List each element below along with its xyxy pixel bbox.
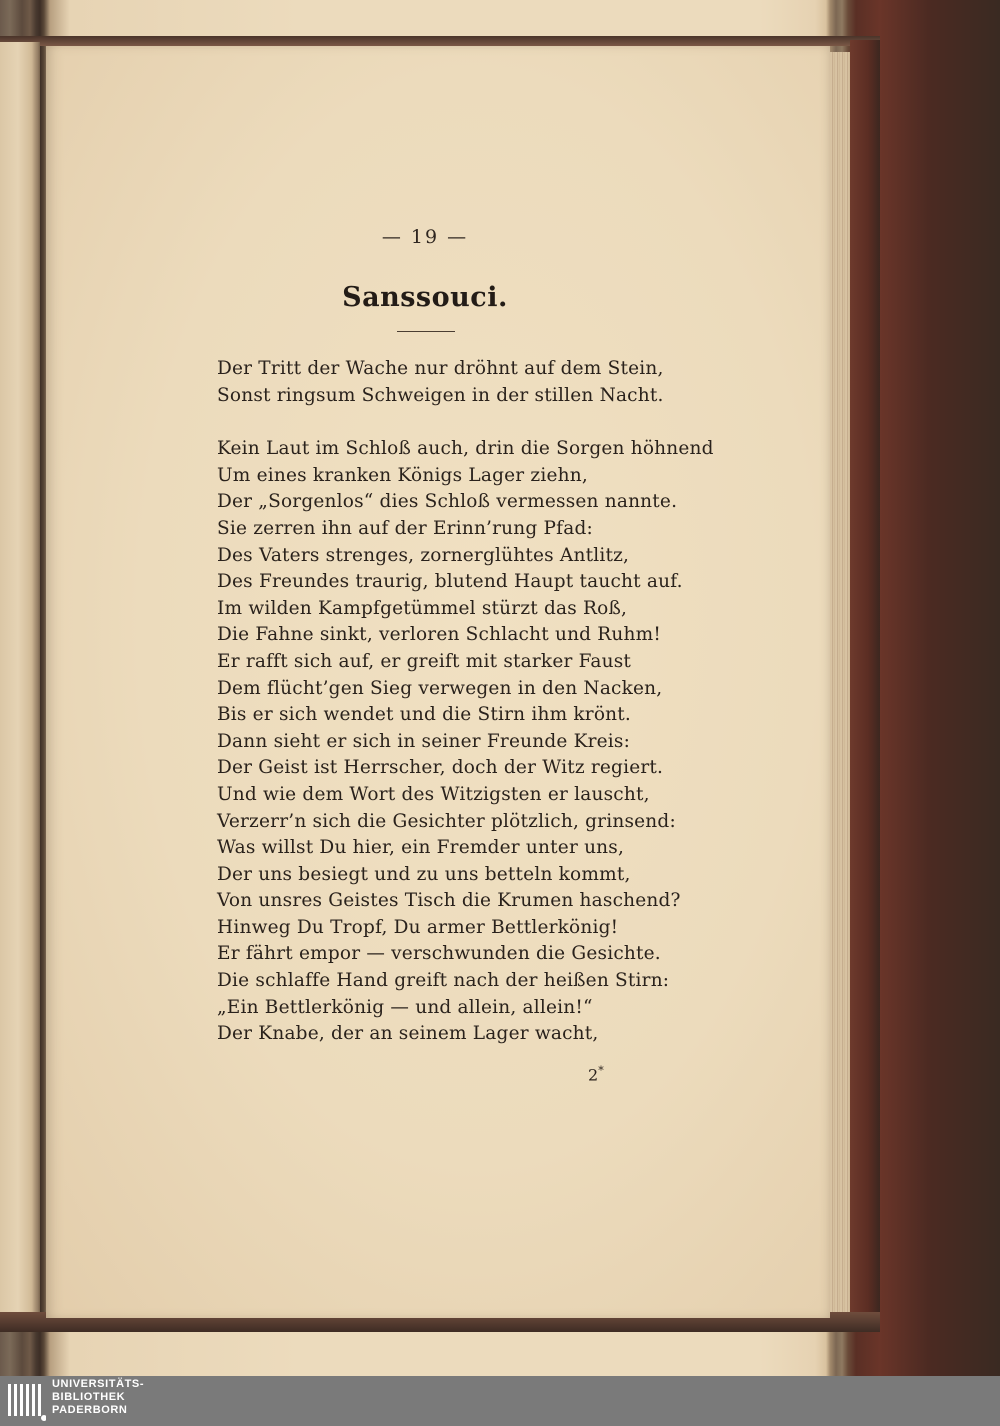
poem-text [217,356,714,1048]
book-cover-right [850,40,880,1330]
stanza-break [217,409,687,436]
poem-line: Die Fahne sinkt, verloren Schlacht und Ruhm! [217,624,662,646]
poem-line: Des Vaters strenges, zornerglühtes Antlitz, [217,544,630,566]
library-logo-icon [6,1380,46,1422]
library-logo-text [52,1378,144,1417]
poem-line: Sie zerren ihn auf der Erinn’rung Pfad: [217,517,593,539]
poem-line: Der uns besiegt und zu uns betteln kommt, [217,863,631,885]
poem-line: Im wilden Kampfgetümmel stürzt das Roß, [217,597,628,619]
signature-number: 2 [588,1065,599,1085]
poem-line: Bis er sich wendet und die Stirn ihm krönt. [217,704,632,726]
poem-line: Der Knabe, der an seinem Lager wacht, [217,1023,599,1045]
page-edges [828,52,850,1312]
logo-line-3: PADERBORN [52,1404,128,1416]
poem-title: Sanssouci. [342,282,508,313]
book-cover-top [0,36,880,46]
poem-line: Er rafft sich auf, er greift mit starker Faust [217,650,632,672]
poem-line: Der Tritt der Wache nur dröhnt auf dem Stein, [217,358,664,379]
title-divider [397,331,455,332]
poem-line: Was willst Du hier, ein Fremder unter uns, [217,837,625,859]
poem-line: Um eines kranken Königs Lager ziehn, [217,464,588,486]
poem-line: Der „Sorgenlos“ dies Schloß vermessen nannte. [217,491,678,513]
poem-line: Die schlaffe Hand greift nach der heißen Stirn: [217,970,670,992]
poem-line: Dann sieht er sich in seiner Freunde Kreis: [217,730,631,752]
poem-line: Von unsres Geistes Tisch die Krumen haschend? [217,890,681,912]
poem-line: Des Freundes traurig, blutend Haupt taucht auf. [217,571,683,593]
left-page-edge [0,42,40,1312]
signature-mark [588,1064,604,1084]
poem-line: Der Geist ist Herrscher, doch der Witz regiert. [217,757,664,779]
poem-line: Er fährt empor — verschwunden die Gesichte. [217,943,661,965]
signature-asterisk: * [598,1064,604,1077]
logo-line-1: UNIVERSITÄTS- [52,1378,145,1390]
poem-line: Hinweg Du Tropf, Du armer Bettlerkönig! [217,916,619,938]
logo-line-2: BIBLIOTHEK [52,1391,126,1403]
poem-line: Kein Laut im Schloß auch, drin die Sorgen höhnend [217,438,714,460]
poem-line: Und wie dem Wort des Witzigsten er lauscht, [217,783,650,805]
library-footer [0,1376,1000,1426]
poem-line: „Ein Bettlerkönig — und allein, allein!“ [217,996,593,1018]
poem-line: Verzerr’n sich die Gesichter plötzlich, grinsend: [217,810,676,832]
page-number: — 19 — [381,226,469,248]
poem-line: Sonst ringsum Schweigen in der stillen Nacht. [217,384,664,406]
poem-line: Dem flücht’gen Sieg verwegen in den Nacken, [217,677,663,699]
